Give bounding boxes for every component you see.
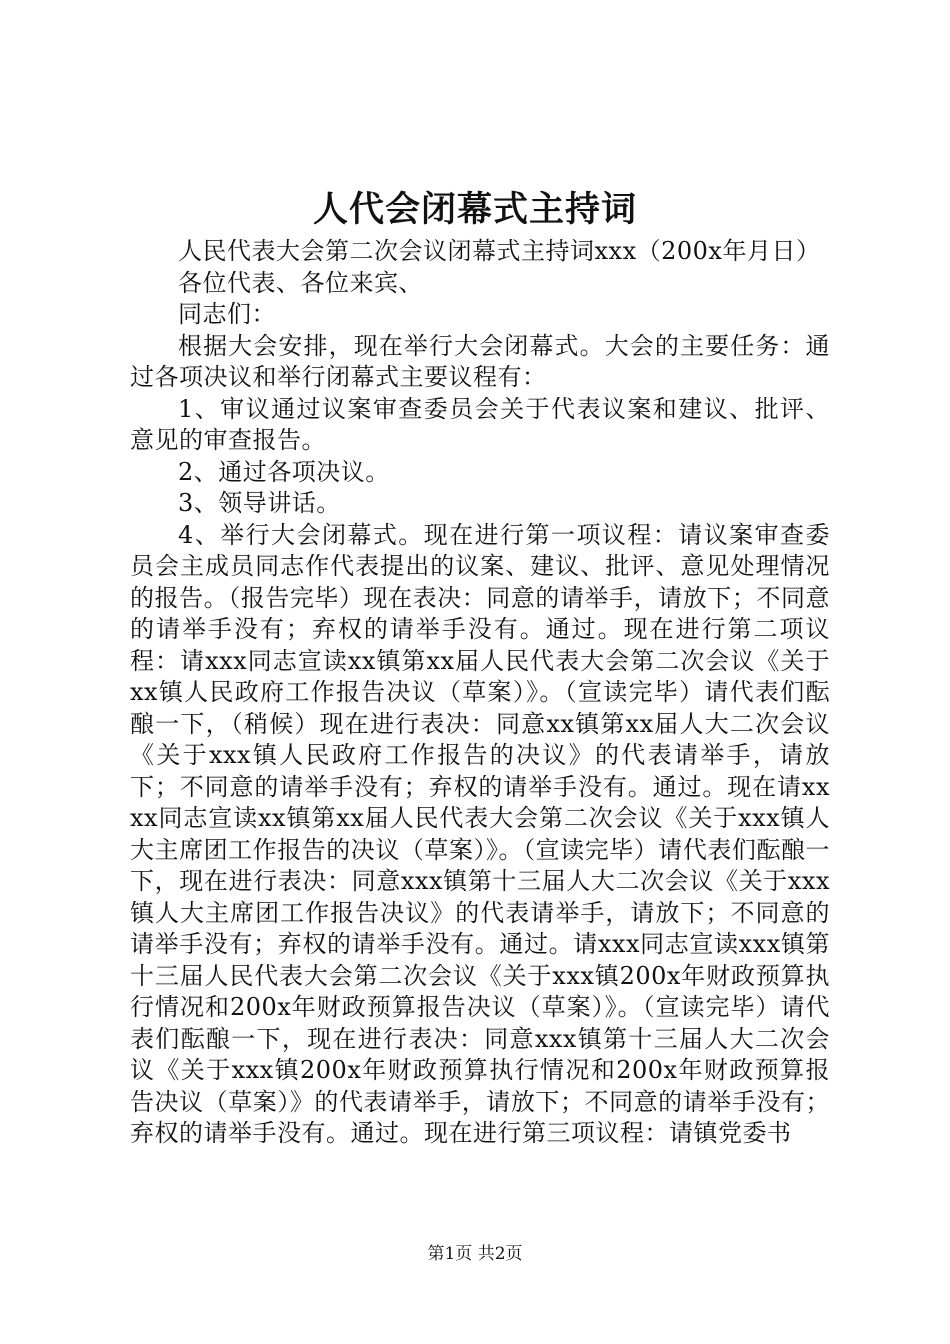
paragraph-salutation-guests: 各位代表、各位来宾、: [178, 268, 423, 297]
paragraph-agenda-item-4: 4、举行大会闭幕式。现在进行第一项议程：请议案审查委员会主成员同志作代表提出的议案、建议、批评、意见处理情况的报告。（报告完毕）现在表决：同意的请举手，请放下；不同意的请举手没有；弃权的请举手没有。通过。现在进行第二项议程：请xxx同志宣读xx镇第xx届人民代表大会第二次会议《关于xx镇人民政府工作报告决议（草案）》。（宣读完毕）请代表们酝酿一下，（稍候）现在进行表决：同意xx镇第xx届人大二次会议《关于xxx镇人民政府工作报告的决议》的代表请举手，请放下；不同意的请举手没有；弃权的请举手没有。通过。现在请xxxx同志宣读xx镇第xx届人民代表大会第二次会议《关于xxx镇人大主席团工作报告的决议（草案）》。（宣读完毕）请代表们酝酿一下，现在进行表决：同意xxx镇第十三届人大二次会议《关于xxx镇人大主席团工作报告决议》的代表请举手，请放下；不同意的请举手没有；弃权的请举手没有。通过。请xxx同志宣读xxx镇第十三届人民代表大会第二次会议《关于xxx镇200x年财政预算执行情况和200x年财政预算报告决议（草案）》。（宣读完毕）请代表们酝酿一下，现在进行表决：同意xxx镇第十三届人大二次会议《关于xxx镇200x年财政预算执行情况和200x年财政预算报告决议（草案）》的代表请举手，请放下；不同意的请举手没有；弃权的请举手没有。通过。现在进行第三项议程：请镇党委书: [130, 520, 830, 1147]
paragraph-agenda-item-3: 3、领导讲话。: [178, 489, 341, 517]
paragraph-heading-line: 人民代表大会第二次会议闭幕式主持词xxx（200x年月日）: [178, 237, 821, 265]
document-title: 人代会闭幕式主持词: [312, 189, 637, 230]
paragraph-agenda-item-2: 2、通过各项决议。: [178, 457, 390, 486]
page-footer: 第1页 共2页: [427, 1244, 523, 1264]
paragraph-agenda-item-1: 1、审议通过议案审查委员会关于代表议案和建议、批评、意见的审查报告。: [130, 394, 830, 454]
paragraph-salutation-comrades: 同志们：: [178, 300, 276, 328]
paragraph-agenda-intro: 根据大会安排，现在举行大会闭幕式。大会的主要任务：通过各项决议和举行闭幕式主要议程有：: [130, 331, 830, 391]
document-body: [130, 236, 830, 1150]
